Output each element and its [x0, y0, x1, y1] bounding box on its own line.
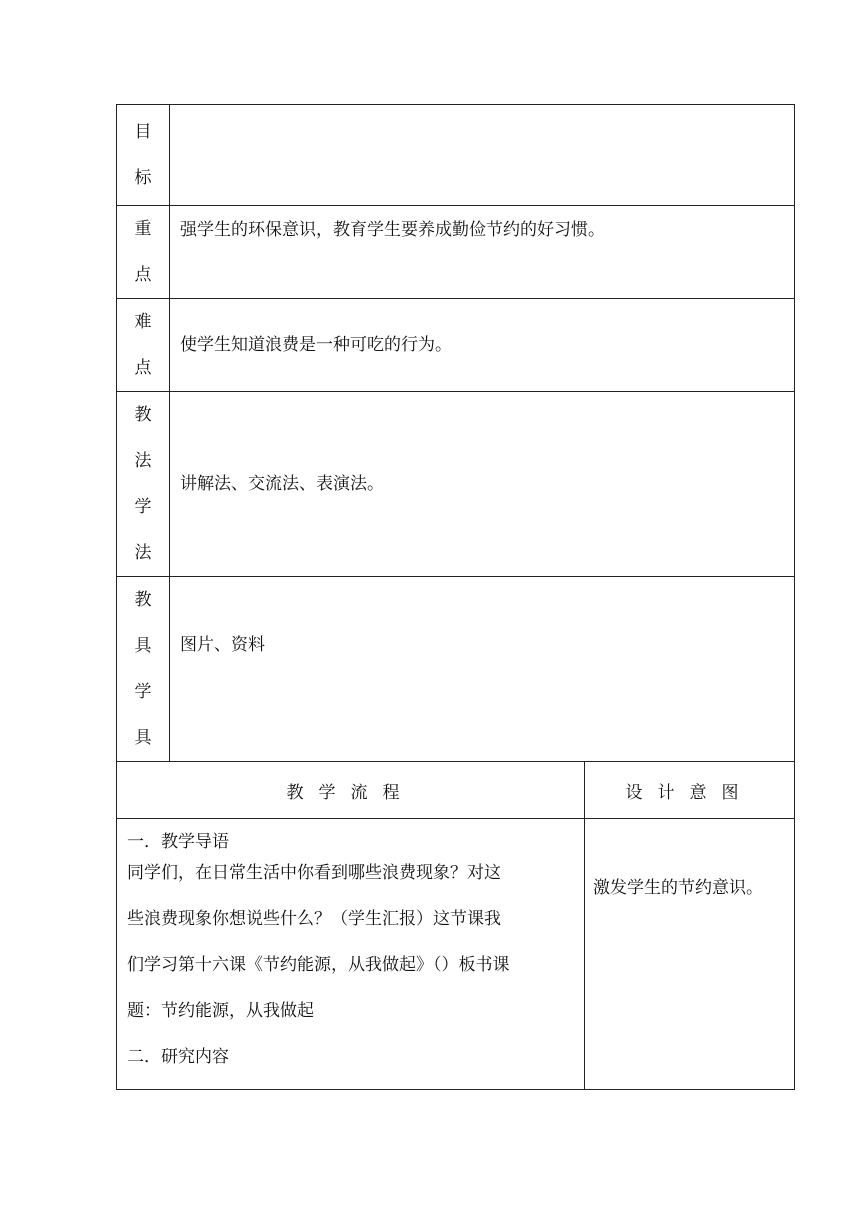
key-points-label: [117, 206, 170, 299]
label-char: 教: [134, 405, 152, 425]
row-process: [117, 819, 795, 1090]
label-char: 标: [134, 168, 152, 188]
row-difficulties: [117, 299, 795, 392]
lesson-plan-table: [116, 104, 795, 1090]
row-objectives: [117, 105, 795, 206]
methods-label: [117, 392, 170, 577]
tools-label: [117, 577, 170, 762]
label-char: 具: [134, 728, 152, 748]
intent-header: 设计意图: [585, 762, 795, 819]
label-char: 学: [134, 682, 152, 702]
row-key-points: [117, 206, 795, 299]
label-char: 法: [134, 451, 152, 471]
row-methods: [117, 392, 795, 577]
label-char: 目: [134, 122, 152, 142]
label-char: 点: [134, 358, 152, 378]
label-char: 法: [134, 543, 152, 563]
key-points-content: 强学生的环保意识，教育学生要养成勤俭节约的好习惯。: [170, 206, 795, 299]
row-tools: [117, 577, 795, 762]
process-line: 们学习第十六课《节约能源，从我做起》（）板书课: [127, 955, 510, 975]
objectives-content: [170, 105, 795, 206]
difficulties-label: [117, 299, 170, 392]
process-line: 题：节约能源，从我做起: [127, 1001, 314, 1021]
process-line: 二．研究内容: [127, 1047, 229, 1067]
process-content: [117, 819, 585, 1090]
label-char: 教: [134, 590, 152, 610]
objectives-label: [117, 105, 170, 206]
process-line: 些浪费现象你想说些什么？（学生汇报）这节课我: [127, 909, 501, 929]
difficulties-content: 使学生知道浪费是一种可吃的行为。: [170, 299, 795, 392]
label-char: 难: [134, 312, 152, 332]
label-char: 点: [134, 265, 152, 285]
label-char: 重: [134, 219, 152, 239]
process-line: 一．教学导语: [127, 832, 229, 852]
label-char: 学: [134, 497, 152, 517]
label-char: 具: [134, 636, 152, 656]
process-line: 同学们，在日常生活中你看到哪些浪费现象？对这: [127, 863, 501, 883]
row-headers: [117, 762, 795, 819]
methods-content: 讲解法、交流法、表演法。: [170, 392, 795, 577]
process-header: 教学流程: [117, 762, 585, 819]
tools-content: 图片、资料: [170, 577, 795, 762]
intent-content: 激发学生的节约意识。: [585, 819, 795, 1090]
